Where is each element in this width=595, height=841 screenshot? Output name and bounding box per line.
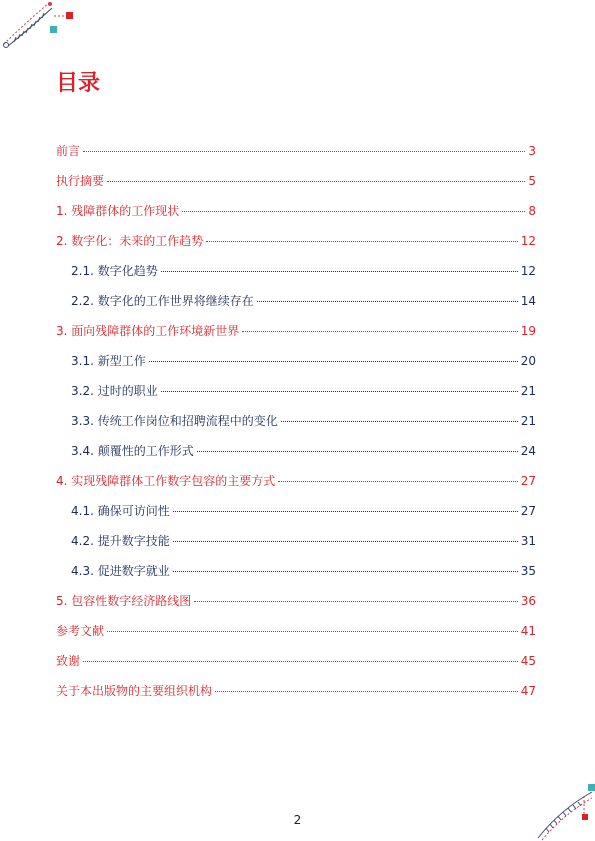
dot-leader <box>194 601 517 602</box>
bottom-right-decoration <box>530 780 595 841</box>
dot-leader <box>149 361 518 362</box>
toc-entry[interactable] <box>56 622 536 652</box>
toc-entry-page: 27 <box>520 474 536 488</box>
toc-entry-label: 1. 残障群体的工作现状 <box>56 204 180 218</box>
dot-leader <box>83 661 518 662</box>
toc-entry-label: 4.3. 促进数字就业 <box>71 564 170 578</box>
dot-leader <box>107 631 518 632</box>
toc-entry-page: 24 <box>520 444 536 458</box>
toc-entry[interactable] <box>56 682 536 712</box>
toc-entry-label: 关于本出版物的主要组织机构 <box>56 684 213 698</box>
toc-entry[interactable] <box>56 562 536 592</box>
toc-entry-page: 45 <box>520 654 536 668</box>
toc-entry-page: 5 <box>528 174 536 188</box>
toc-entry[interactable] <box>56 172 536 202</box>
dot-leader <box>173 541 518 542</box>
toc-entry-page: 21 <box>520 414 536 428</box>
dot-leader <box>281 421 518 422</box>
dot-leader <box>197 451 518 452</box>
top-left-decoration <box>0 0 80 55</box>
toc-entry-page: 36 <box>520 594 536 608</box>
dot-leader <box>173 571 518 572</box>
toc-entry[interactable] <box>56 322 536 352</box>
dot-leader <box>242 331 517 332</box>
toc-entry[interactable] <box>56 202 536 232</box>
toc-entry[interactable] <box>56 502 536 532</box>
toc-entry-label: 3.4. 颠覆性的工作形式 <box>71 444 194 458</box>
dot-leader <box>215 691 518 692</box>
toc-entry-label: 5. 包容性数字经济路线图 <box>56 594 192 608</box>
toc-entry[interactable] <box>56 532 536 562</box>
toc-entry-label: 3.3. 传统工作岗位和招聘流程中的变化 <box>71 414 278 428</box>
toc-entry[interactable] <box>56 442 536 472</box>
toc-entry-label: 2.2. 数字化的工作世界将继续存在 <box>71 294 254 308</box>
toc-entry[interactable] <box>56 142 536 172</box>
toc-entry-label: 2. 数字化：未来的工作趋势 <box>56 234 204 248</box>
dot-leader <box>161 271 518 272</box>
page-number: 2 <box>293 813 302 827</box>
dot-leader <box>83 151 525 152</box>
dot-leader <box>161 391 518 392</box>
toc-entry-label: 3.1. 新型工作 <box>71 354 146 368</box>
toc-entry-page: 14 <box>520 294 536 308</box>
toc-title: 目录 <box>56 71 101 96</box>
toc-entry-page: 3 <box>528 144 536 158</box>
dot-leader <box>107 181 525 182</box>
toc-entry-page: 8 <box>528 204 536 218</box>
toc-entry-page: 21 <box>520 384 536 398</box>
toc-entry-label: 2.1. 数字化趋势 <box>71 264 158 278</box>
toc-entry[interactable] <box>56 292 536 322</box>
dot-leader <box>173 511 518 512</box>
toc-entry-page: 20 <box>520 354 536 368</box>
toc-entry-label: 前言 <box>56 144 81 158</box>
toc-entry[interactable] <box>56 352 536 382</box>
toc-entry-page: 12 <box>520 234 536 248</box>
dot-leader <box>206 241 517 242</box>
toc-entry[interactable] <box>56 592 536 622</box>
toc-entry-label: 执行摘要 <box>56 174 105 188</box>
toc-entry[interactable] <box>56 382 536 412</box>
toc-entry-page: 19 <box>520 324 536 338</box>
toc-entry-label: 参考文献 <box>56 624 105 638</box>
toc-entry[interactable] <box>56 472 536 502</box>
toc-entry-label: 4.1. 确保可访问性 <box>71 504 170 518</box>
toc-entry-label: 3. 面向残障群体的工作环境新世界 <box>56 324 240 338</box>
dot-leader <box>182 211 525 212</box>
dot-leader <box>278 481 517 482</box>
toc-entry[interactable] <box>56 262 536 292</box>
toc-entry-page: 35 <box>520 564 536 578</box>
toc-entry[interactable] <box>56 412 536 442</box>
dot-leader <box>257 301 518 302</box>
toc-entry-page: 12 <box>520 264 536 278</box>
toc-entry-label: 4. 实现残障群体工作数字包容的主要方式 <box>56 474 276 488</box>
toc-entry-label: 3.2. 过时的职业 <box>71 384 158 398</box>
toc-entry-page: 47 <box>520 684 536 698</box>
toc-entry-page: 27 <box>520 504 536 518</box>
toc-entry[interactable] <box>56 232 536 262</box>
toc-entry-page: 31 <box>520 534 536 548</box>
toc-entry[interactable] <box>56 652 536 682</box>
toc-entry-label: 致谢 <box>56 654 81 668</box>
table-of-contents <box>56 142 536 712</box>
toc-entry-page: 41 <box>520 624 536 638</box>
toc-entry-label: 4.2. 提升数字技能 <box>71 534 170 548</box>
